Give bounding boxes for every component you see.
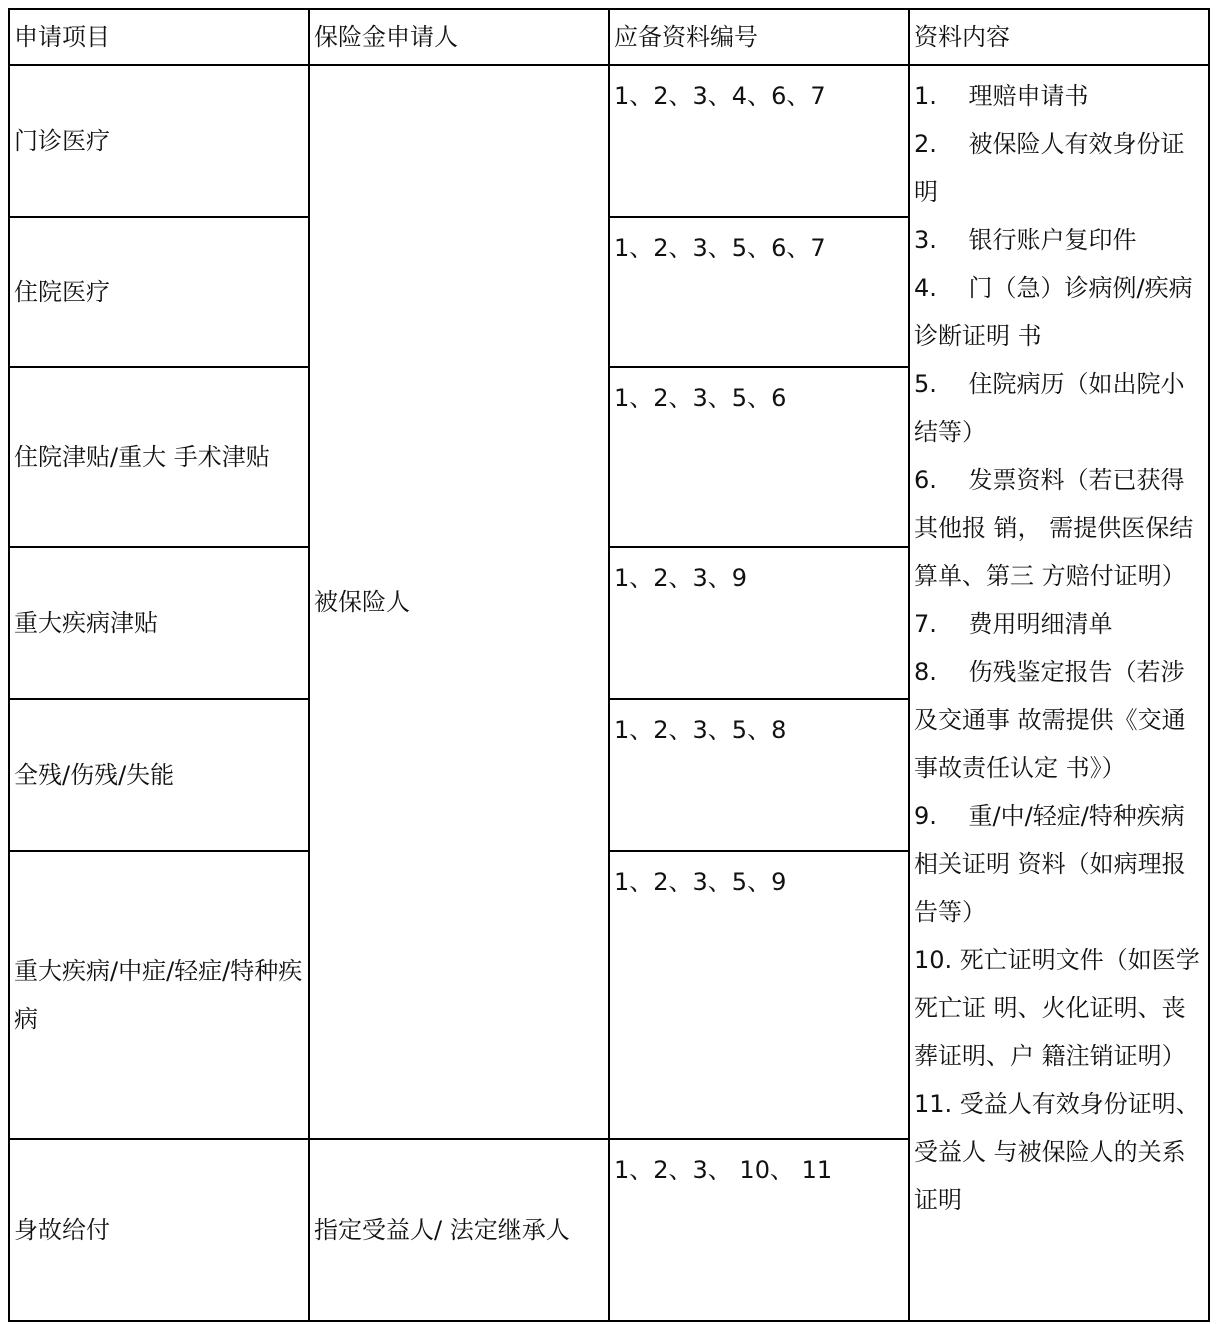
material-item: 7. 费用明细清单 (914, 610, 1113, 638)
header-material-codes: 应备资料编号 (609, 9, 909, 65)
claim-item: 重大疾病津贴 (9, 547, 309, 699)
material-codes: 1、2、3、 10、 11 (609, 1139, 909, 1321)
claim-item: 住院津贴/重大 手术津贴 (9, 367, 309, 547)
material-content-list (909, 65, 1209, 1321)
material-item: 6. 发票资料（若已获得其他报 销， 需提供医保结算单、第三 方赔付证明） (914, 466, 1194, 590)
header-applicant: 保险金申请人 (309, 9, 609, 65)
claim-item: 住院医疗 (9, 217, 309, 367)
claim-materials-table (8, 8, 1210, 1322)
material-codes: 1、2、3、5、6 (609, 367, 909, 547)
applicant-beneficiary: 指定受益人/ 法定继承人 (309, 1139, 609, 1321)
material-codes: 1、2、3、5、6、7 (609, 217, 909, 367)
claim-item: 身故给付 (9, 1139, 309, 1321)
header-material-content: 资料内容 (909, 9, 1209, 65)
material-codes: 1、2、3、5、8 (609, 699, 909, 851)
material-item: 9. 重/中/轻症/特种疾病相关证明 资料（如病理报告等） (914, 802, 1186, 926)
material-codes: 1、2、3、4、6、7 (609, 65, 909, 217)
material-item: 5. 住院病历（如出院小结等） (914, 370, 1185, 446)
material-item: 8. 伤残鉴定报告（若涉及交通事 故需提供《交通事故责任认定 书》） (914, 658, 1186, 782)
material-item: 3. 银行账户复印件 (914, 226, 1137, 254)
material-item: 4. 门（急）诊病例/疾病诊断证明 书 (914, 274, 1193, 350)
material-item: 10. 死亡证明文件（如医学死亡证 明、火化证明、丧葬证明、户 籍注销证明） (914, 946, 1200, 1070)
material-codes: 1、2、3、9 (609, 547, 909, 699)
header-claim-item: 申请项目 (9, 9, 309, 65)
claim-item: 门诊医疗 (9, 65, 309, 217)
claim-item: 重大疾病/中症/轻症/特种疾病 (9, 851, 309, 1139)
table-row (9, 65, 1209, 217)
claim-item: 全残/伤残/失能 (9, 699, 309, 851)
material-item: 2. 被保险人有效身份证明 (914, 130, 1185, 206)
material-item: 11. 受益人有效身份证明、受益人 与被保险人的关系证明 (914, 1090, 1200, 1214)
applicant-insured: 被保险人 (309, 65, 609, 1139)
material-codes: 1、2、3、5、9 (609, 851, 909, 1139)
material-item: 1. 理赔申请书 (914, 82, 1089, 110)
header-row (9, 9, 1209, 65)
